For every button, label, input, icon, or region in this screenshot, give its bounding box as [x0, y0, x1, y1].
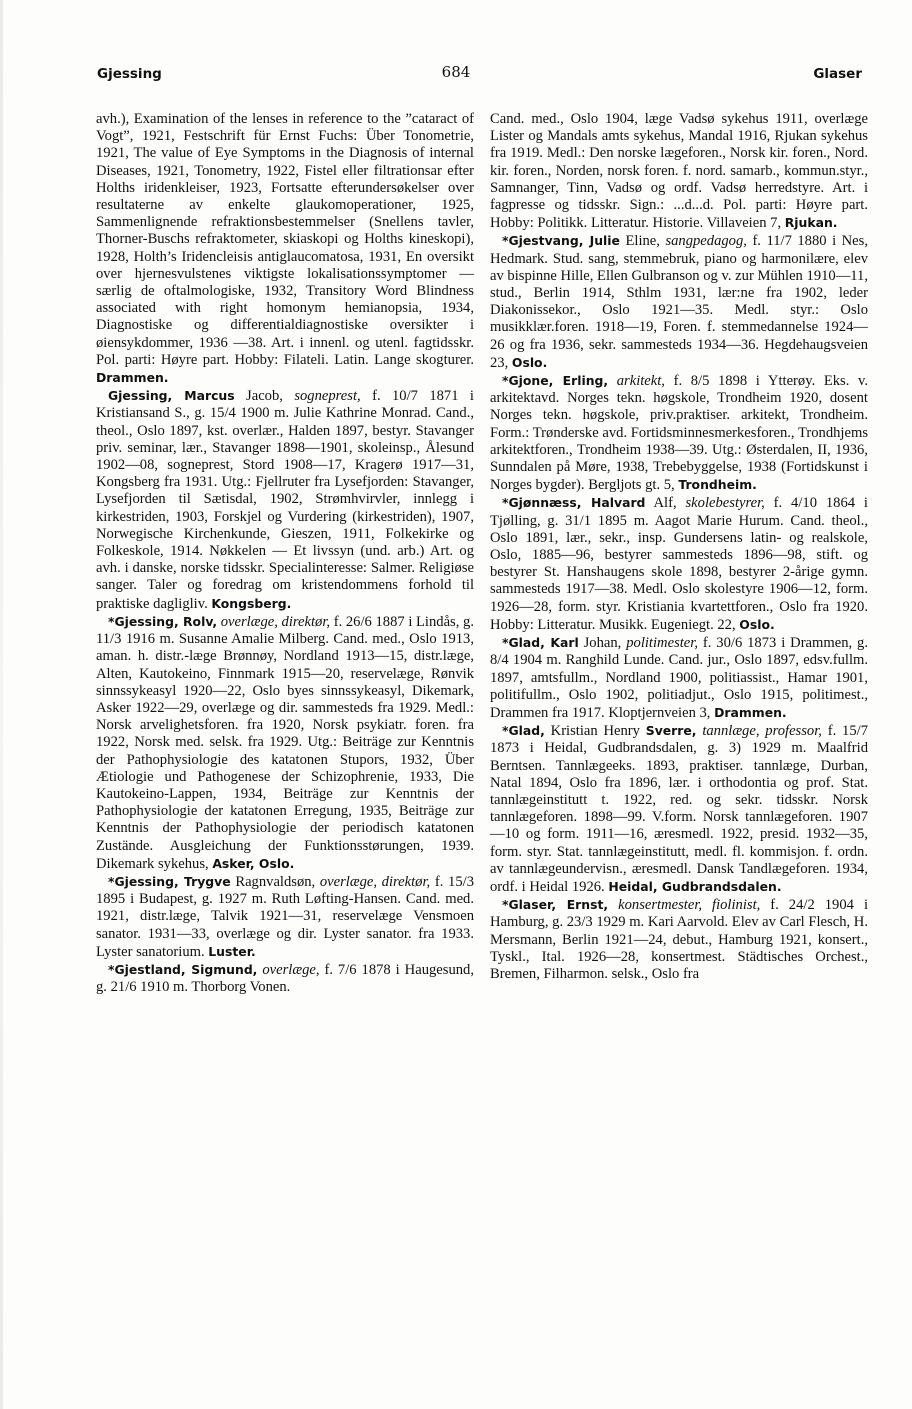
- entry-title: sangpedagog,: [665, 233, 747, 250]
- entry-text: f. 8/5 1898 i Ytterøy. Eks. v. arkitektavd. Norges tekn. høgskole, Trondheim 1920, dosent Norges tekn. høgskole, priv.praktiser. arkitekt, Trondheim. Form.: Trønderske avd. Fortidsminnesmerkesforen., Trondhjems arkitektforen., Trondheim 1938—39. Utg.: Østerdalen, II, 1936, Sunndalen på Møre, 1938, Trebebyggelse, 1938 (Fortidskunst i Norges bygder). Bergljots gt. 5,: [490, 373, 868, 494]
- entry-text: Cand. med., Oslo 1904, læge Vadsø sykehus 1911, overlæge Lister og Mandals amts sykehus, Mandal 1916, Rjukan sykehus fra 1919. Medl.: Den norske lægeforen., Norsk kir. foren., Nord. kir. foren., Norden, norsk foren. f. nord. samarb., kommun.styr., Samnanger, Tinn, Vadsø og ordf. Vadsø herredstyre. Art. i fagpresse og tidsskr. Sign.: ...d...d. Pol. parti: Høyre part. Hobby: Politikk. Litteratur. Historie. Villaveien 7,: [490, 111, 868, 232]
- entry-text: f. 24/2 1904 i Hamburg, g. 23/3 1929 m. Kari Aarvold. Elev av Carl Flesch, H. Mersmann, Berlin 1921—24, debut., Hamburg 1921, konsert., Tyskl., Ital. 1926—28, konsertmest. Städtisches Orchest., Bremen, Filharmon. selsk., Oslo fra: [490, 897, 869, 982]
- entry-title: sogneprest,: [294, 388, 361, 405]
- right-column: [490, 111, 868, 983]
- entry-gjessing-rolv: [96, 613, 474, 873]
- entry-place: Rjukan.: [784, 215, 838, 231]
- entry-name: Gjessing, Marcus: [108, 388, 235, 404]
- entry-place: Drammen.: [96, 370, 169, 386]
- entry-given-names: Johan,: [583, 635, 622, 652]
- entry-given-names: Ragnvaldsøn,: [235, 873, 316, 890]
- entry-name: *Gjone, Erling,: [502, 373, 609, 389]
- page-number: 684: [441, 63, 471, 81]
- entry-name: *Gjønnæss, Halvard: [502, 495, 646, 511]
- entry-name-called: Sverre,: [645, 723, 697, 739]
- entry-given-names: Jacob,: [246, 388, 283, 405]
- entry-title: skolebestyrer,: [685, 495, 765, 512]
- entry-place: Kongsberg.: [211, 595, 292, 611]
- entry-name: *Gjestland, Sigmund,: [108, 961, 258, 977]
- entry-name: *Gjessing, Rolv,: [108, 613, 218, 629]
- entry-name: *Gjessing, Trygve: [108, 873, 231, 889]
- entry-name: *Glaser, Ernst,: [502, 897, 609, 913]
- entry-gjessing-trygve: [96, 873, 474, 961]
- entry-text: avh.), Examination of the lenses in reference to the ”cataract of Vogt”, 1921, Festschrift für Ernst Fuchs: Über Tonometrie, 1921, The value of Eye Symptoms in the Diagnosis of internal Diseases, 1921, Tonometry, 1922, Fistel eller filtrationsar efter Holths iridenkleiser, 1923, Fortsatte efterundersøkelser over resultaterne av enkelte glaukomoperationer, 1925, Sammenlignende refraktionsbestemmelser (Snellens tavler, Thorner-Buschs refraktometer, skiaskopi og Holths kineskopi), 1928, Holth’s Iridencleisis antiglaucomatosa, 1931, En oversikt over hjernesvulstenes viktigste lokalisationssymptomer — særlig de oftalmologiske, 1932, Transitory Word Blindness associated with right homonym hemianopsia, 1934, Diagnostiske og differentialdiagnostiske oversikter i øiensykdommer, 1936 —38. Art. i innenl. og utenl. fagtidsskr. Pol. parti: Høyre part. Hobby: Filateli. Latin. Lange skogturer.: [96, 111, 474, 368]
- entry-gjestvang-julie: [490, 232, 868, 372]
- entry-place: Oslo.: [739, 616, 775, 632]
- entry-place: Heidal, Gudbrandsdalen.: [608, 878, 782, 894]
- running-head-right: Glaser: [813, 66, 862, 82]
- continued-entry: [96, 111, 474, 387]
- entry-text: f. 15/3 1895 i Budapest, g. 1927 m. Ruth Løfting-Hansen. Cand. med. 1921, distr.læge, Talvik 1921—31, reservelæge Vensmoen sanator. 1931—33, overlæge og dir. Lyster sanator. fra 1933. Lyster sanatorium.: [96, 873, 474, 960]
- continued-entry: [490, 111, 868, 232]
- entry-given-names: Alf,: [653, 495, 677, 512]
- entry-name: *Glad,: [502, 723, 545, 739]
- entry-text: f. 26/6 1887 i Lindås, g. 11/3 1916 m. Susanne Amalie Milberg. Cand. med., Oslo 1913, aman. h. distr.-læge Brønnøy, Nordland 1913—15, distr.læge, Alten, Kautokeino, Finnmark 1915—20, reservelæge, Rønvik sinnssykeasyl 1920—22, Oslo byes sinnssykeasyl, Dikemark, Asker 1922—29, overlæge og dir. sammesteds fra 1929. Medl.: Norsk arvelighetsforen. fra 1920, Norsk psykiatr. foren. fra 1922, Norsk med. selsk. fra 1929. Utg.: Beiträge zur Kenntnis der Pathophysiologie des katatonen Stupors, 1932, Über Ætiologie und Pathogenese der Schizophrenie, 1933, Die Kautokeino-Lappen, 1934, Beiträge zur Kenntnis der Pathophysiologie der katatonen Erregung, 1935, Beiträge zur Kenntnis der Pathophysiologie der periodisch katatonen Zustände. Ausgleichung der Funktionsstørungen, 1939. Dikemark sykehus,: [96, 613, 474, 872]
- entry-text: f. 10/7 1871 i Kristiansand S., g. 15/4 1900 m. Julie Kathrine Monrad. Cand., theol., Oslo 1897, kst. overlær., Halden 1897, bestyr. Stavanger priv. seminar, lær., Stavanger 1898—1901, skoleinsp., Ålesund 1902—08, sogneprest, Stord 1908—17, Kragerø 1917—31, Kongsberg fra 1931. Utg.: Fjellruter fra Lysefjorden: Stavanger, Lysefjorden til Sætisdal, 1902, Strømhvirvler, innlegg i kirkestriden, 1903, Forskjel og Vurdering (kirkestriden), 1907, Norwegische Kirchenkunde, Gieszen, 1911, Folkekirke og Folkeskole, 1914. Nøkkelen — Et livssyn (und. arb.) Art. og avh. i danske, norske tidsskr. Specialinteresse: Salmer. Religiøse sanger. Taler og foredrag om kristendommens forhold til praktiske dagligliv.: [96, 388, 474, 612]
- entry-gjestland-sigmund: [96, 961, 474, 996]
- entry-text: f. 4/10 1864 i Tjølling, g. 31/1 1895 m. Aagot Marie Hurum. Cand. theol., Oslo 1891, lær., sekr., insp. Gundersens latin- og realskole, Oslo, 1885—96, bestyrer sammesteds 1896—98, stift. og bestyrer St. Hanshaugens skole 1898, bestyrer 2-årige gymn. sammesteds 1917—38. Medl. Oslo skolestyre 1906—12, form. 1926—28, form. styr. Kristiania kvartettforen., Oslo fra 1920. Hobby: Litteratur. Musikk. Eugeniegt. 22,: [490, 495, 868, 633]
- running-head-left: Gjessing: [97, 66, 162, 82]
- entry-glad-sverre: [490, 722, 868, 896]
- entry-title: konsertmester, fiolinist,: [618, 897, 761, 914]
- entry-gjonnaess-halvard: [490, 494, 868, 634]
- entry-name: *Glad, Karl: [502, 635, 579, 651]
- entry-title: overlæge, direktør,: [319, 873, 431, 890]
- entry-title: tannlæge, professor,: [702, 723, 822, 740]
- entry-title: arkitekt,: [616, 373, 665, 390]
- entry-title: overlæge, direktør,: [220, 613, 331, 630]
- entry-text: f. 11/7 1880 i Nes, Hedmark. Stud. sang, stemmebruk, piano og harmonilære, elev av bispinne Hille, Ellen Gulbranson og v. zur Mühlen 1910—11, stud., Berlin 1914, Sthlm 1931, lær:ne fra 1902, leder Diakonissekor., Oslo 1921—35. Medl. styr.: Oslo musikklær.foren. 1918—19, Foren. f. stemmedannelse 1924—26 og fra 1936, sekr. sammesteds 1934—36. Hegdehaugsveien 23,: [490, 233, 868, 371]
- entry-title: politimester,: [626, 635, 698, 652]
- entry-given-names: Kristian Henry: [550, 723, 640, 740]
- entry-given-names: Eline,: [625, 233, 660, 250]
- entry-glaser-ernst: [490, 896, 868, 983]
- entry-place: Luster.: [208, 943, 256, 959]
- left-column: [96, 111, 474, 996]
- page-edge: [0, 0, 3, 1409]
- entry-place: Asker, Oslo.: [212, 855, 295, 871]
- entry-place: Oslo.: [511, 354, 548, 370]
- entry-gjone-erling: [490, 372, 868, 494]
- entry-glad-karl: [490, 634, 868, 722]
- entry-gjessing-marcus: [96, 387, 474, 613]
- entry-text: f. 7/6 1878 i Haugesund, g. 21/6 1910 m. Thorborg Vonen.: [96, 961, 474, 996]
- entry-name: *Gjestvang, Julie: [502, 233, 620, 249]
- entry-text: f. 30/6 1873 i Drammen, g. 8/4 1904 m. Ranghild Lunde. Cand. jur., Oslo 1897, edsv.fullm. 1897, amtsfullm., Nordland 1900, politiassist., Hamar 1901, politifullm., Oslo 1902, politiadjut., Oslo 1915, politimest., Drammen fra 1917. Kloptjernveien 3,: [490, 635, 868, 721]
- entry-text: f. 15/7 1873 i Heidal, Gudbrandsdalen, g. 3) 1929 m. Maalfrid Berntsen. Tannlægeeks. 1893, praktiser. tannlæge, Durban, Natal 1894, Oslo fra 1896, lær. i orthodontia og prof. Stat. tannlægeinstitutt t. 1922, red. og sekr. tidsskr. Norsk tannlægeforen. 1898—99. V.form. Norsk tannlægeforen. 1907—10 og form. 1911—16, æresmedl. 1922, presid. 1932—35, form. styr. Stat. tannlægeinstitutt, medl. fl. kommisjon. f. ordn. av tannlægeundervisn., æresmedl. Dansk Tandlægeforen. 1934, ordf. i Heidal 1926.: [490, 723, 868, 895]
- entry-place: Drammen.: [714, 704, 787, 720]
- entry-place: Trondheim.: [678, 477, 757, 493]
- entry-title: overlæge,: [262, 961, 320, 978]
